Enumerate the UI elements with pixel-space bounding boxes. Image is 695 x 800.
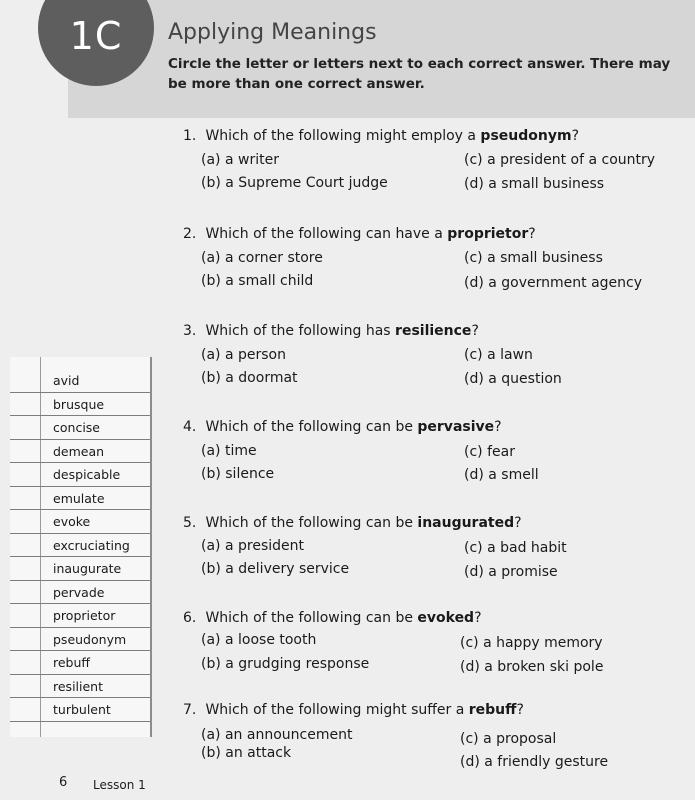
option-letter: (a) <box>201 250 221 266</box>
question-stem <box>183 515 522 531</box>
option-b[interactable] <box>201 466 274 482</box>
vocab-keyword: inaugurated <box>417 515 515 531</box>
option-b[interactable] <box>201 656 369 672</box>
question-stem <box>183 610 482 626</box>
stem-end: ? <box>474 610 482 626</box>
option-text: a grudging response <box>225 656 370 672</box>
stem-text: Which of the following can be <box>205 610 418 626</box>
stem-end: ? <box>471 323 479 339</box>
question-number: 2. <box>183 226 197 242</box>
option-letter: (b) <box>201 273 221 289</box>
vocab-keyword: evoked <box>417 610 475 626</box>
option-letter: (b) <box>201 745 221 761</box>
question-number: 6. <box>183 610 197 626</box>
option-letter: (a) <box>201 347 221 363</box>
stem-end: ? <box>516 702 524 718</box>
option-text: a person <box>224 347 286 363</box>
word-bank-item: inaugurate <box>10 557 150 581</box>
option-letter: (a) <box>201 727 221 743</box>
word-bank-item: despicable <box>10 463 150 487</box>
option-text: a corner store <box>224 250 323 266</box>
option-a[interactable] <box>201 152 279 168</box>
option-a[interactable] <box>201 632 316 648</box>
word-bank-item: concise <box>10 416 150 440</box>
option-text: a small child <box>225 273 314 289</box>
option-letter: (d) <box>464 176 484 192</box>
vocab-keyword: resilience <box>395 323 472 339</box>
option-text: a writer <box>224 152 279 168</box>
word-bank-item: brusque <box>10 393 150 417</box>
stem-text: Which of the following can have a <box>205 226 448 242</box>
option-text: a broken ski pole <box>484 659 604 675</box>
option-text: silence <box>225 466 275 482</box>
word-bank-item: evoke <box>10 510 150 534</box>
option-letter: (b) <box>201 561 221 577</box>
option-c[interactable] <box>460 635 603 651</box>
option-letter: (a) <box>201 632 221 648</box>
section-title: Applying Meanings <box>168 20 377 45</box>
option-d[interactable] <box>464 467 539 483</box>
question-number: 7. <box>183 702 197 718</box>
stem-text: Which of the following might suffer a <box>205 702 469 718</box>
option-letter: (c) <box>464 152 483 168</box>
option-letter: (b) <box>201 370 221 386</box>
option-letter: (c) <box>464 444 483 460</box>
option-letter: (d) <box>460 754 480 770</box>
word-bank-item: pseudonym <box>10 628 150 652</box>
option-letter: (c) <box>460 635 479 651</box>
option-letter: (a) <box>201 538 221 554</box>
option-text: a small business <box>488 176 605 192</box>
option-letter: (d) <box>460 659 480 675</box>
stem-text: Which of the following might employ a <box>205 128 481 144</box>
word-bank-item: avid <box>10 369 150 393</box>
option-text: a president of a country <box>487 152 656 168</box>
word-bank-item: proprietor <box>10 604 150 628</box>
option-c[interactable] <box>464 347 533 363</box>
option-b[interactable] <box>201 745 291 761</box>
option-c[interactable] <box>460 731 556 747</box>
option-d[interactable] <box>464 275 642 291</box>
option-text: a question <box>488 371 562 387</box>
option-text: a friendly gesture <box>484 754 609 770</box>
option-text: a bad habit <box>487 540 567 556</box>
option-letter: (c) <box>464 347 483 363</box>
option-b[interactable] <box>201 175 388 191</box>
option-text: an announcement <box>224 727 353 743</box>
word-bank-item: turbulent <box>10 698 150 722</box>
question-stem <box>183 323 479 339</box>
option-text: a promise <box>488 564 558 580</box>
option-text: a president <box>224 538 304 554</box>
option-b[interactable] <box>201 561 349 577</box>
option-a[interactable] <box>201 443 257 459</box>
option-letter: (d) <box>464 275 484 291</box>
question-number: 3. <box>183 323 197 339</box>
stem-text: Which of the following can be <box>205 419 418 435</box>
question-stem <box>183 419 502 435</box>
option-b[interactable] <box>201 370 298 386</box>
option-text: a happy memory <box>483 635 603 651</box>
lesson-label: Lesson 1 <box>93 778 146 792</box>
option-c[interactable] <box>464 152 655 168</box>
option-letter: (b) <box>201 175 221 191</box>
vocab-keyword: rebuff <box>468 702 517 718</box>
option-letter: (a) <box>201 152 221 168</box>
option-text: a lawn <box>487 347 533 363</box>
option-a[interactable] <box>201 347 286 363</box>
question-stem <box>183 702 524 718</box>
stem-text: Which of the following can be <box>205 515 418 531</box>
question-number: 4. <box>183 419 197 435</box>
question-stem <box>183 128 579 144</box>
option-text: an attack <box>225 745 292 761</box>
question-number: 1. <box>183 128 197 144</box>
instructions: Circle the letter or letters next to each correct answer. There may be more than one correct answer. <box>168 56 671 92</box>
word-bank-item: rebuff <box>10 651 150 675</box>
word-bank-item: emulate <box>10 487 150 511</box>
option-letter: (b) <box>201 656 221 672</box>
option-letter: (c) <box>464 540 483 556</box>
vocab-keyword: proprietor <box>447 226 529 242</box>
option-text: time <box>224 443 257 459</box>
section-badge-label: 1C <box>69 14 123 58</box>
option-text: a smell <box>488 467 539 483</box>
option-letter: (a) <box>201 443 221 459</box>
option-text: a small business <box>487 250 603 266</box>
option-d[interactable] <box>464 176 604 192</box>
word-bank-item: excruciating <box>10 534 150 558</box>
option-c[interactable] <box>464 250 603 266</box>
option-text: fear <box>487 444 515 460</box>
option-letter: (d) <box>464 371 484 387</box>
stem-end: ? <box>571 128 579 144</box>
vocab-keyword: pervasive <box>417 419 495 435</box>
option-text: a doormat <box>225 370 298 386</box>
option-c[interactable] <box>464 444 515 460</box>
option-d[interactable] <box>460 659 603 675</box>
option-text: a Supreme Court judge <box>225 175 388 191</box>
question-number: 5. <box>183 515 197 531</box>
option-letter: (c) <box>464 250 483 266</box>
option-d[interactable] <box>464 371 562 387</box>
stem-end: ? <box>528 226 536 242</box>
word-bank-item: demean <box>10 440 150 464</box>
word-bank-item: resilient <box>10 675 150 699</box>
option-letter: (d) <box>464 564 484 580</box>
option-b[interactable] <box>201 273 313 289</box>
vocab-keyword: pseudonym <box>480 128 572 144</box>
option-letter: (d) <box>464 467 484 483</box>
option-a[interactable] <box>201 250 323 266</box>
option-a[interactable] <box>201 727 352 743</box>
option-text: a government agency <box>488 275 643 291</box>
option-letter: (b) <box>201 466 221 482</box>
option-text: a proposal <box>483 731 557 747</box>
stem-end: ? <box>494 419 502 435</box>
option-d[interactable] <box>464 564 558 580</box>
option-text: a loose tooth <box>224 632 317 648</box>
option-a[interactable] <box>201 538 304 554</box>
word-bank <box>10 357 152 737</box>
stem-text: Which of the following has <box>205 323 396 339</box>
stem-end: ? <box>514 515 522 531</box>
page-number: 6 <box>59 775 68 790</box>
option-letter: (c) <box>460 731 479 747</box>
option-text: a delivery service <box>225 561 350 577</box>
option-c[interactable] <box>464 540 567 556</box>
question-stem <box>183 226 536 242</box>
option-d[interactable] <box>460 754 608 770</box>
word-bank-item: pervade <box>10 581 150 605</box>
